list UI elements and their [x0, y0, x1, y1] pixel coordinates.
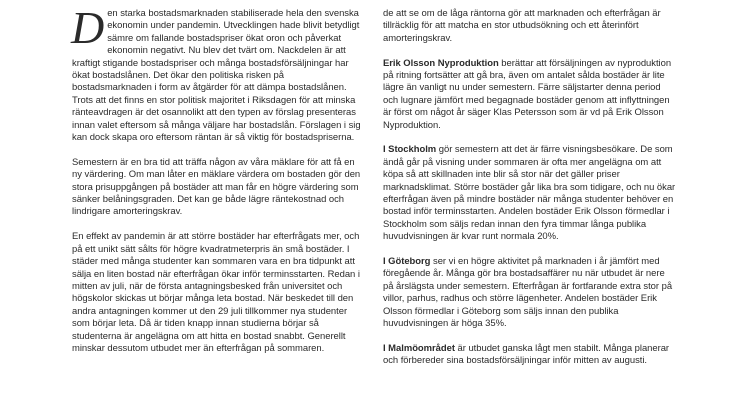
- intro-paragraph: [71, 2, 366, 144]
- nyproduktion-lead: Erik Olsson Nyproduktion: [383, 57, 499, 69]
- drop-cap: D: [71, 2, 105, 53]
- stockholm-lead: I Stockholm: [383, 144, 437, 156]
- right-column: [383, 8, 677, 380]
- malmo-paragraph: [383, 343, 677, 368]
- nyproduktion-paragraph: [383, 58, 677, 132]
- stockholm-text: gör semestern att det är färre visningsbesökare. De som ändå går på visning under sommaren är ofta mer angelägna om att köpa så att skillnaden inte blir så stor när det gäller priser marknadsklimat. Större bostäder går lika bra som tidigare, och nu ökar efterfrågan även på mindre bostäder när många studenter behöver en bostad inför terminsstarten. Andelen bostäder Erik Olsson förmedlar i Stockholm som säljs redan innan den fyra timmar långa publika huvudvisningen är kvar runt normala 20%.: [383, 144, 676, 243]
- goteborg-lead: I Göteborg: [383, 256, 431, 268]
- continuation-paragraph: de att se om de låga räntorna gör att marknaden och efterfrågan är tillräcklig för att matcha en stor utbudsökning och ett återinfört amorteringskrav.: [383, 8, 661, 44]
- vacation-valuation-paragraph: Semestern är en bra tid att träffa någon av våra mäklare för att få en ny värdering. Om man låter en mäklare värdera om bostaden gör den stora prisuppgången på bostäder att man får en högre värdering som sänker belåningsgraden. Det kan ge både lägre räntekostnad och lindrigare amorteringskrav.: [72, 156, 361, 218]
- stockholm-paragraph: [383, 144, 677, 243]
- left-column: [71, 2, 366, 368]
- nyproduktion-text: berättar att försäljningen av nyproduktion på ritning fortsätter att gå bra, även om antalet sålda bostäder är lite lägre än vanligt nu under semestern. Färre säljstarter denna period och lugnare jämfört med begagnade bostäder genom att inflyttningen är först om något år säger Klas Petersson som är vd på Erik Olsson Nyproduktion.: [383, 57, 672, 131]
- malmo-text: är utbudet ganska lågt men stabilt. Många planerar och förbereder sina bostadsförsäljningar inför mitten av augusti.: [383, 342, 670, 367]
- intro-paragraph-text: en starka bostadsmarknaden stabiliserade hela den svenska ekonomin under pandemin. Utvecklingen hade blivit betydligt sämre om fallande bostadspriser ökat oron och påverkat ekonomin negativt. Nu blev det tvärt om. Nackdelen är att kraftigt stigande bostadspriser och många bostadsförsäljningar har ökat bostadslånen. Det ökar den politiska risken på bostadsmarknaden i form av åtgärder för att dämpa bostadslånen. Trots att det finns en stor politisk majoritet i Riksdagen för att minska ränteavdragen är det osannolikt att den typen av förslag presenteras innan valet eftersom så många väljare har bostadslån. Förslagen i sig kan dock skapa oro eftersom räntan är så viktig för bostadspriserna.: [72, 8, 361, 144]
- goteborg-text: ser vi en högre aktivitet på marknaden i år jämfört med föregående år. Många gör bra bostadsaffärer nu när utbudet är nere på årslägsta under semestern. Efterfrågan är fortfarande extra stor på villor, parhus, radhus och större lägenheter. Andelen bostäder Erik Olsson förmedlar i Göteborg som säljs innan den publika huvudvisningen är höga 35%.: [383, 256, 673, 330]
- goteborg-paragraph: [383, 256, 677, 330]
- pandemic-effect-paragraph: En effekt av pandemin är att större bostäder har efterfrågats mer, och på ett unikt sätt sålts för högre kvadratmeterpris än små bostäder. I städer med många studenter kan sommaren vara en bra tidpunkt att sälja en liten bostad när efterfrågan ökar inför terminsstarten. Redan i mitten av juli, när de första antagningsbesked från universitet och högskolor skickas ut börjar många leta bostad. När beskedet till den andra antagningen kommer ut den 29 juli tillkommer nya studenter som börjar leta. Då är tiden knapp innan studierna börjar så studenterna är angelägna om att hitta en bostad snabbt. Generellt minskar dessutom utbudet mer än efterfrågan på sommaren.: [72, 231, 360, 354]
- malmo-lead: I Malmöområdet: [383, 342, 455, 354]
